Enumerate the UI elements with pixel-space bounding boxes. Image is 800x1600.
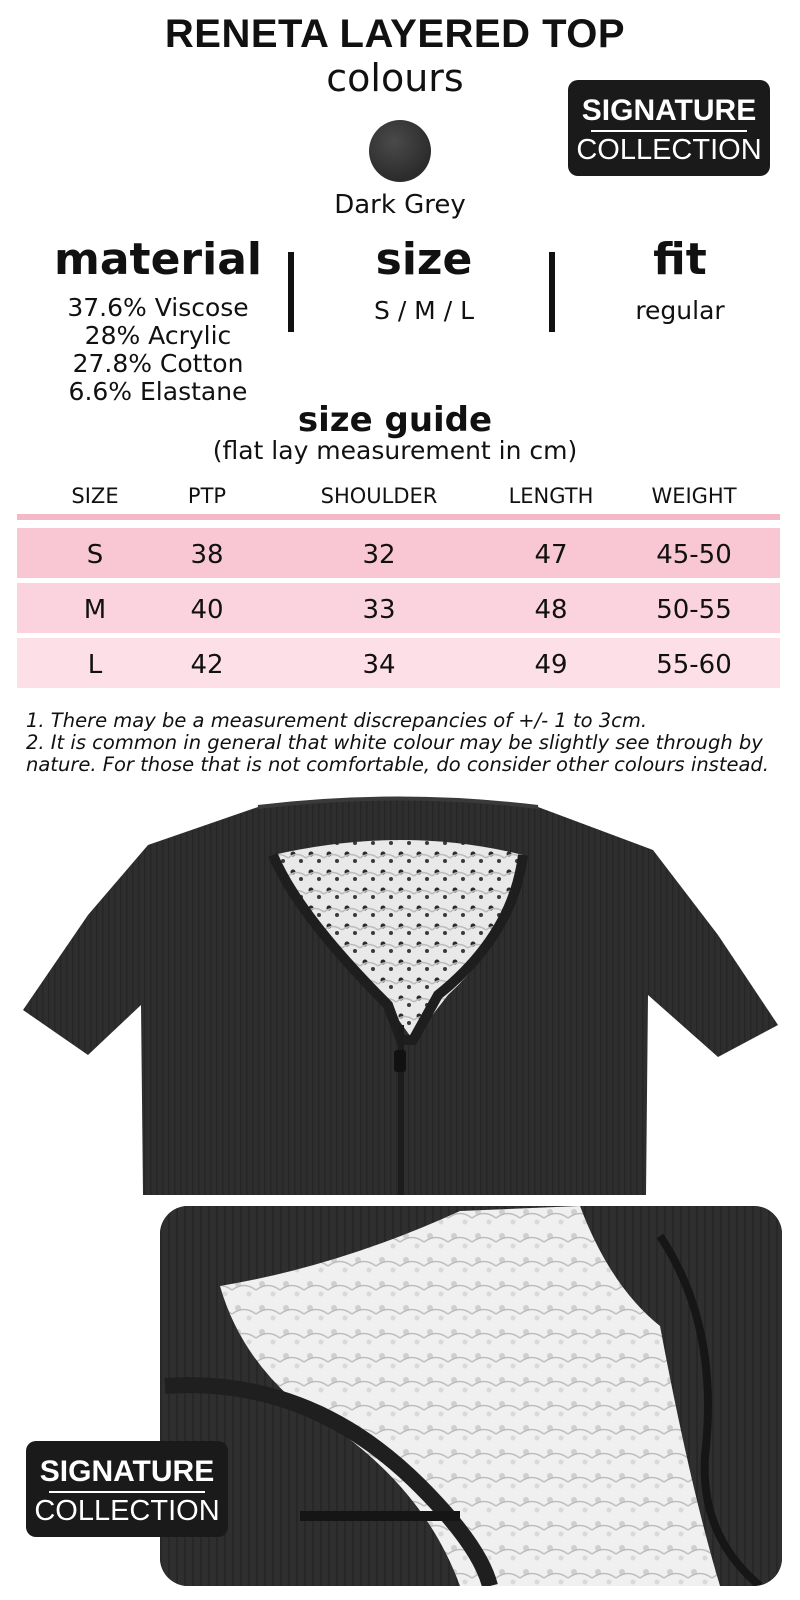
size-notes: [26, 710, 796, 776]
header-rule: [17, 514, 780, 520]
spec-divider: [288, 252, 294, 332]
material-value: 6.6% Elastane: [68, 377, 248, 406]
badge-rule: [49, 1491, 205, 1493]
spec-divider: [549, 252, 555, 332]
product-photo-flatlay: [18, 795, 788, 1195]
size-guide-subheading: (flat lay measurement in cm): [212, 436, 578, 465]
size-guide-table: [17, 478, 780, 693]
table-cell: 38: [190, 540, 224, 570]
material-heading: material: [54, 234, 262, 285]
table-cell: 55-60: [656, 650, 732, 680]
colour-name: Dark Grey: [334, 190, 466, 220]
top-illustration: [18, 795, 788, 1195]
table-row: [17, 528, 780, 578]
badge-rule: [591, 130, 747, 132]
table-cell: M: [83, 595, 107, 625]
signature-collection-badge: [26, 1441, 228, 1537]
fit-heading: fit: [653, 234, 707, 285]
badge-line1: SIGNATURE: [581, 94, 757, 127]
detail-illustration: [160, 1206, 782, 1586]
product-title: RENETA LAYERED TOP: [164, 12, 626, 56]
table-cell: 49: [534, 650, 568, 680]
badge-line1: SIGNATURE: [39, 1455, 215, 1488]
material-value: 28% Acrylic: [84, 321, 232, 350]
note-2: 2. It is common in general that white colour may be slightly see through by nature. For those that is not comfortable, do consider other colours instead.: [26, 731, 769, 776]
table-cell: 42: [190, 650, 224, 680]
table-cell: 47: [534, 540, 568, 570]
table-cell: 32: [362, 540, 396, 570]
note-1: 1. There may be a measurement discrepancies of +/- 1 to 3cm.: [26, 709, 648, 732]
table-cell: 34: [362, 650, 396, 680]
table-cell: 50-55: [656, 595, 732, 625]
colour-swatch-dark-grey[interactable]: [369, 120, 431, 182]
table-cell: 45-50: [656, 540, 732, 570]
table-cell: S: [86, 540, 104, 570]
table-header: [17, 478, 780, 514]
table-cell: 40: [190, 595, 224, 625]
table-row: [17, 638, 780, 688]
colours-heading: colours: [326, 56, 464, 100]
signature-collection-badge: [568, 80, 770, 176]
table-cell: 48: [534, 595, 568, 625]
column-header-weight: WEIGHT: [651, 484, 737, 508]
column-header-size: SIZE: [71, 484, 119, 508]
column-header-ptp: PTP: [187, 484, 227, 508]
table-cell: 33: [362, 595, 396, 625]
badge-line2: COLLECTION: [576, 134, 762, 166]
table-row: [17, 583, 780, 633]
material-values: [38, 294, 278, 406]
size-value: S / M / L: [374, 296, 474, 325]
product-photo-detail: [160, 1206, 782, 1586]
table-cell: L: [87, 650, 103, 680]
material-value: 27.8% Cotton: [72, 349, 244, 378]
size-guide-heading: size guide: [297, 400, 493, 440]
material-value: 37.6% Viscose: [67, 293, 249, 322]
column-header-length: LENGTH: [508, 484, 594, 508]
size-heading: size: [375, 234, 473, 285]
fit-value: regular: [635, 296, 725, 325]
column-header-shoulder: SHOULDER: [320, 484, 438, 508]
badge-line2: COLLECTION: [34, 1495, 220, 1527]
